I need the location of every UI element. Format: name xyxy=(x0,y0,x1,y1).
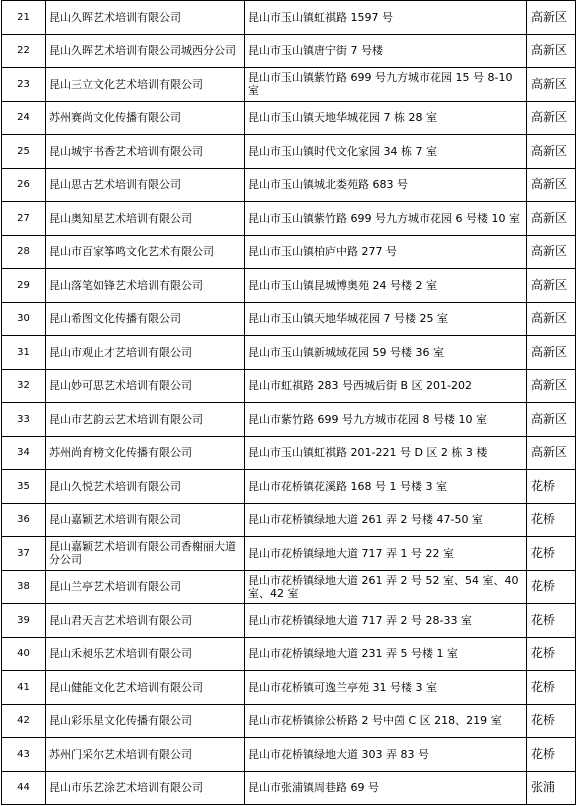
district: 高新区 xyxy=(527,101,576,135)
company-address: 昆山市玉山镇虹祺路 1597 号 xyxy=(245,1,527,35)
district: 高新区 xyxy=(527,34,576,68)
table-row xyxy=(2,503,576,537)
company-address: 昆山市玉山镇虹祺路 201-221 号 D 区 2 栋 3 楼 xyxy=(245,436,527,470)
table-row xyxy=(2,738,576,772)
district: 花桥 xyxy=(527,704,576,738)
company-address: 昆山市虹祺路 283 号西城后街 B 区 201-202 xyxy=(245,369,527,403)
district: 高新区 xyxy=(527,403,576,437)
district: 花桥 xyxy=(527,537,576,571)
company-address: 昆山市花桥镇花溪路 168 号 1 号楼 3 室 xyxy=(245,470,527,504)
company-address: 昆山市玉山镇昆城博奥苑 24 号楼 2 室 xyxy=(245,269,527,303)
table-row xyxy=(2,604,576,638)
company-address: 昆山市玉山镇紫竹路 699 号九方城市花园 6 号楼 10 室 xyxy=(245,202,527,236)
company-address: 昆山市张浦镇周巷路 69 号 xyxy=(245,771,527,805)
company-address: 昆山市玉山镇新城域花园 59 号楼 36 室 xyxy=(245,336,527,370)
company-address: 昆山市玉山镇天地华城花园 7 号楼 25 室 xyxy=(245,302,527,336)
table-row xyxy=(2,302,576,336)
company-name: 昆山君天言艺术培训有限公司 xyxy=(46,604,245,638)
row-number: 22 xyxy=(2,34,46,68)
row-number: 34 xyxy=(2,436,46,470)
district: 花桥 xyxy=(527,738,576,772)
company-name: 昆山希图文化传播有限公司 xyxy=(46,302,245,336)
row-number: 35 xyxy=(2,470,46,504)
row-number: 43 xyxy=(2,738,46,772)
company-address: 昆山市花桥镇绿地大道 717 弄 2 号 28-33 室 xyxy=(245,604,527,638)
row-number: 24 xyxy=(2,101,46,135)
company-address: 昆山市玉山镇时代文化家园 34 栋 7 室 xyxy=(245,135,527,169)
table-row xyxy=(2,671,576,705)
row-number: 37 xyxy=(2,537,46,571)
company-address: 昆山市花桥镇绿地大道 231 弄 5 号楼 1 室 xyxy=(245,637,527,671)
table-row xyxy=(2,1,576,35)
table-row xyxy=(2,771,576,805)
company-address: 昆山市玉山镇天地华城花园 7 栋 28 室 xyxy=(245,101,527,135)
company-address: 昆山市玉山镇柏庐中路 277 号 xyxy=(245,235,527,269)
table-row xyxy=(2,637,576,671)
row-number: 42 xyxy=(2,704,46,738)
table-row xyxy=(2,336,576,370)
row-number: 38 xyxy=(2,570,46,604)
company-name: 昆山兰亭艺术培训有限公司 xyxy=(46,570,245,604)
row-number: 32 xyxy=(2,369,46,403)
company-address: 昆山市花桥镇可逸兰亭苑 31 号楼 3 室 xyxy=(245,671,527,705)
company-name: 昆山市百家筝鸣文化艺术有限公司 xyxy=(46,235,245,269)
table-row xyxy=(2,269,576,303)
company-name: 昆山彩乐星文化传播有限公司 xyxy=(46,704,245,738)
table-row xyxy=(2,168,576,202)
company-name: 昆山久晖艺术培训有限公司城西分公司 xyxy=(46,34,245,68)
district: 高新区 xyxy=(527,1,576,35)
company-name: 昆山市观止才艺培训有限公司 xyxy=(46,336,245,370)
district: 花桥 xyxy=(527,671,576,705)
row-number: 26 xyxy=(2,168,46,202)
row-number: 36 xyxy=(2,503,46,537)
table-row xyxy=(2,235,576,269)
company-name: 昆山落笔如锋艺术培训有限公司 xyxy=(46,269,245,303)
row-number: 21 xyxy=(2,1,46,35)
district: 高新区 xyxy=(527,202,576,236)
district: 高新区 xyxy=(527,269,576,303)
company-name: 昆山嘉颖艺术培训有限公司香榭丽大道分公司 xyxy=(46,537,245,571)
table-row xyxy=(2,68,576,102)
company-address: 昆山市玉山镇唐宁街 7 号楼 xyxy=(245,34,527,68)
table-row xyxy=(2,436,576,470)
table-row xyxy=(2,135,576,169)
company-address: 昆山市玉山镇紫竹路 699 号九方城市花园 15 号 8-10 室 xyxy=(245,68,527,102)
company-name: 昆山嘉颖艺术培训有限公司 xyxy=(46,503,245,537)
row-number: 39 xyxy=(2,604,46,638)
company-name: 昆山久悦艺术培训有限公司 xyxy=(46,470,245,504)
district: 花桥 xyxy=(527,470,576,504)
company-name: 昆山城宇书香艺术培训有限公司 xyxy=(46,135,245,169)
table-row xyxy=(2,470,576,504)
row-number: 23 xyxy=(2,68,46,102)
company-name: 昆山健能文化艺术培训有限公司 xyxy=(46,671,245,705)
district: 高新区 xyxy=(527,302,576,336)
company-address: 昆山市花桥镇绿地大道 303 弄 83 号 xyxy=(245,738,527,772)
table-row xyxy=(2,34,576,68)
row-number: 33 xyxy=(2,403,46,437)
company-address: 昆山市花桥镇徐公桥路 2 号中茵 C 区 218、219 室 xyxy=(245,704,527,738)
table-row xyxy=(2,403,576,437)
district: 高新区 xyxy=(527,369,576,403)
district: 花桥 xyxy=(527,637,576,671)
row-number: 41 xyxy=(2,671,46,705)
table-body xyxy=(2,1,576,805)
table-row xyxy=(2,101,576,135)
row-number: 44 xyxy=(2,771,46,805)
company-address: 昆山市花桥镇绿地大道 261 弄 2 号楼 47-50 室 xyxy=(245,503,527,537)
company-name: 昆山禾昶乐艺术培训有限公司 xyxy=(46,637,245,671)
district: 花桥 xyxy=(527,570,576,604)
row-number: 31 xyxy=(2,336,46,370)
district: 高新区 xyxy=(527,168,576,202)
district: 高新区 xyxy=(527,135,576,169)
company-address: 昆山市花桥镇绿地大道 717 弄 1 号 22 室 xyxy=(245,537,527,571)
company-name: 苏州门采尔艺术培训有限公司 xyxy=(46,738,245,772)
company-name: 昆山三立文化艺术培训有限公司 xyxy=(46,68,245,102)
row-number: 25 xyxy=(2,135,46,169)
company-address: 昆山市花桥镇绿地大道 261 弄 2 号 52 室、54 室、40 室、42 室 xyxy=(245,570,527,604)
company-name: 昆山市乐艺涂艺术培训有限公司 xyxy=(46,771,245,805)
district: 张浦 xyxy=(527,771,576,805)
table-row xyxy=(2,704,576,738)
company-address: 昆山市紫竹路 699 号九方城市花园 8 号楼 10 室 xyxy=(245,403,527,437)
district: 花桥 xyxy=(527,604,576,638)
table-row xyxy=(2,369,576,403)
company-name: 昆山市艺韵云艺术培训有限公司 xyxy=(46,403,245,437)
company-name: 苏州赛尚文化传播有限公司 xyxy=(46,101,245,135)
company-name: 昆山思古艺术培训有限公司 xyxy=(46,168,245,202)
company-address: 昆山市玉山镇城北娄苑路 683 号 xyxy=(245,168,527,202)
company-name: 苏州尚育榜文化传播有限公司 xyxy=(46,436,245,470)
table-row xyxy=(2,537,576,571)
district: 高新区 xyxy=(527,68,576,102)
table-row xyxy=(2,570,576,604)
district: 高新区 xyxy=(527,436,576,470)
row-number: 28 xyxy=(2,235,46,269)
row-number: 27 xyxy=(2,202,46,236)
row-number: 29 xyxy=(2,269,46,303)
company-name: 昆山奥知星艺术培训有限公司 xyxy=(46,202,245,236)
company-name: 昆山妙可思艺术培训有限公司 xyxy=(46,369,245,403)
row-number: 30 xyxy=(2,302,46,336)
company-name: 昆山久晖艺术培训有限公司 xyxy=(46,1,245,35)
institution-table xyxy=(1,0,576,805)
district: 高新区 xyxy=(527,235,576,269)
table-row xyxy=(2,202,576,236)
row-number: 40 xyxy=(2,637,46,671)
district: 花桥 xyxy=(527,503,576,537)
district: 高新区 xyxy=(527,336,576,370)
